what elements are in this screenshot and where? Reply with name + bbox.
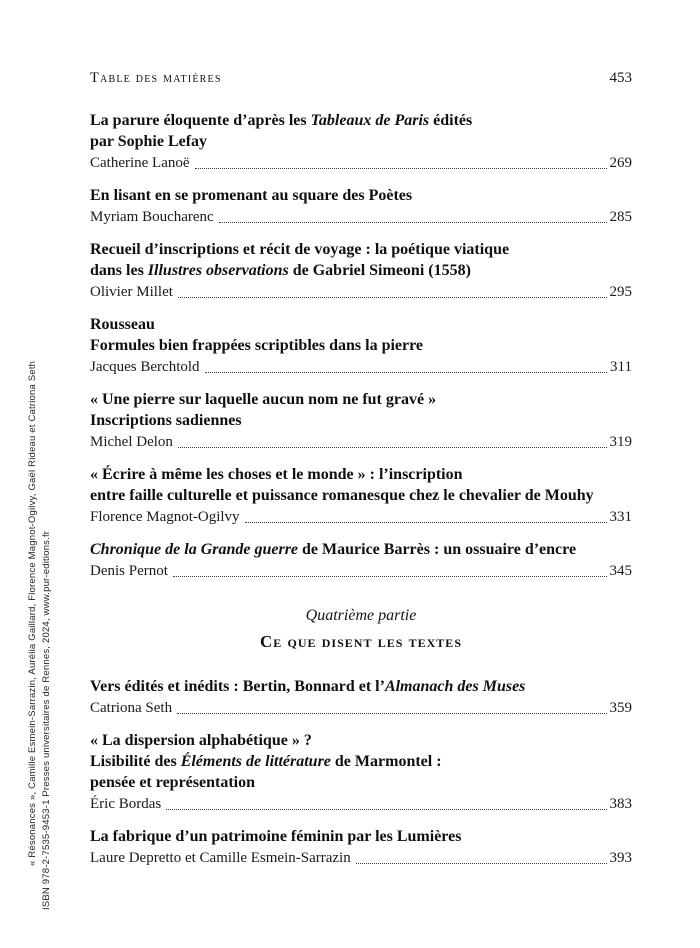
dot-leader <box>205 372 607 373</box>
entries-top <box>90 110 632 581</box>
entry-title <box>90 110 632 152</box>
entry-title <box>90 185 632 206</box>
entry-title-italic-segment: Almanach des Muses <box>384 678 526 695</box>
entry-title <box>90 314 632 356</box>
entry-title-segment: de Maurice Barrès : un ossuaire d’encre <box>298 541 577 558</box>
entry-title <box>90 389 632 431</box>
toc-entry <box>90 185 632 227</box>
entry-author-line <box>90 848 632 868</box>
entry-title-segment: pensée et représentation <box>90 774 255 791</box>
entry-title-segment: édités <box>429 112 473 129</box>
entry-title-segment: En lisant en se promenant au square des Poètes <box>90 187 413 204</box>
entry-page-number: 393 <box>609 850 632 866</box>
entry-title-italic-segment: Chronique de la Grande guerre <box>90 541 299 558</box>
entry-title-segment: de Gabriel Simeoni (1558) <box>288 262 471 279</box>
toc-entry <box>90 730 632 814</box>
entry-page-number: 295 <box>609 284 632 300</box>
entry-author: Laure Depretto et Camille Esmein-Sarrazin <box>90 850 351 866</box>
entry-author-line <box>90 561 632 581</box>
entry-page-number: 345 <box>609 563 632 579</box>
entry-title-italic-segment: Illustres observations <box>147 262 289 279</box>
entry-author-line <box>90 698 632 718</box>
dot-leader <box>219 222 607 223</box>
entry-author-line <box>90 207 632 227</box>
entry-title-segment: par Sophie Lefay <box>90 133 208 150</box>
toc-entry <box>90 314 632 377</box>
entry-page-number: 311 <box>610 359 632 375</box>
entry-title <box>90 826 632 847</box>
entry-title <box>90 676 632 697</box>
part-title: Ce que disent les textes <box>259 632 462 651</box>
toc-content <box>90 110 632 880</box>
entry-author-line <box>90 432 632 452</box>
entry-title-italic-segment: Éléments de littérature <box>180 753 331 770</box>
entry-author: Michel Delon <box>90 434 173 450</box>
toc-entry <box>90 239 632 302</box>
entry-title-segment: Lisibilité des <box>90 753 181 770</box>
entry-page-number: 319 <box>609 434 632 450</box>
entry-title <box>90 539 632 560</box>
entry-title-segment: « Écrire à même les choses et le monde » : l’inscription <box>90 466 463 483</box>
dot-leader <box>245 522 607 523</box>
entry-page-number: 331 <box>609 509 632 525</box>
entry-title <box>90 730 632 793</box>
entry-title-segment: La fabrique d’un patrimoine féminin par les Lumières <box>90 828 462 845</box>
entry-page-number: 359 <box>609 700 632 716</box>
part-heading <box>90 607 632 652</box>
dot-leader <box>177 713 606 714</box>
toc-entry <box>90 826 632 868</box>
entry-page-number: 269 <box>609 155 632 171</box>
entry-author: Jacques Berchtold <box>90 359 200 375</box>
entry-title <box>90 239 632 281</box>
toc-entry <box>90 110 632 173</box>
entry-author: Myriam Boucharenc <box>90 209 214 225</box>
entry-author: Denis Pernot <box>90 563 168 579</box>
entry-title-segment: « Une pierre sur laquelle aucun nom ne fut gravé » <box>90 391 437 408</box>
entry-author: Catherine Lanoë <box>90 155 190 171</box>
entry-title-segment: entre faille culturelle et puissance romanesque chez le chevalier de Mouhy <box>90 487 594 504</box>
entry-title-segment: Recueil d’inscriptions et récit de voyage : la poétique viatique <box>90 241 510 258</box>
entry-author-line <box>90 507 632 527</box>
entry-title-segment: dans les <box>90 262 148 279</box>
entry-author-line <box>90 153 632 173</box>
spine-isbn-text: ISBN 978-2-7535-9453-1 Presses universitaires de Rennes, 2024, www.pur-editions.fr <box>41 530 52 910</box>
entry-title-segment: La parure éloquente d’après les <box>90 112 311 129</box>
entry-author-line <box>90 282 632 302</box>
entry-title-segment: Rousseau <box>90 316 155 333</box>
page-header <box>90 70 632 87</box>
entries-bottom <box>90 676 632 868</box>
entry-title <box>90 464 632 506</box>
entry-title-segment: Vers édités et inédits : Bertin, Bonnard et l’ <box>90 678 385 695</box>
entry-author: Florence Magnot-Ogilvy <box>90 509 240 525</box>
entry-page-number: 285 <box>609 209 632 225</box>
entry-title-segment: « La dispersion alphabétique » ? <box>90 732 312 749</box>
entry-author-line <box>90 794 632 814</box>
dot-leader <box>166 809 606 810</box>
entry-author: Olivier Millet <box>90 284 173 300</box>
dot-leader <box>195 168 607 169</box>
entry-page-number: 383 <box>609 796 632 812</box>
dot-leader <box>178 297 607 298</box>
entry-author-line <box>90 357 632 377</box>
dot-leader <box>173 576 607 577</box>
spine-credits-text: « Résonances », Camille Esmein-Sarrazin, Aurélia Gaillard, Florence Magnot-Ogilvy, Gaël Rideau et Catriona Seth <box>27 360 38 866</box>
dot-leader <box>356 863 607 864</box>
entry-author: Catriona Seth <box>90 700 173 716</box>
entry-title-segment: de Marmontel : <box>330 753 442 770</box>
part-label: Quatrième partie <box>305 607 417 624</box>
page-number: 453 <box>609 70 632 86</box>
toc-entry <box>90 464 632 527</box>
toc-entry <box>90 676 632 718</box>
entry-title-segment: Formules bien frappées scriptibles dans la pierre <box>90 337 424 354</box>
toc-entry <box>90 539 632 581</box>
dot-leader <box>178 447 607 448</box>
entry-title-italic-segment: Tableaux de Paris <box>310 112 430 129</box>
toc-entry <box>90 389 632 452</box>
entry-author: Éric Bordas <box>90 796 162 812</box>
page-title: Table des matières <box>90 70 222 86</box>
entry-title-segment: Inscriptions sadiennes <box>90 412 242 429</box>
